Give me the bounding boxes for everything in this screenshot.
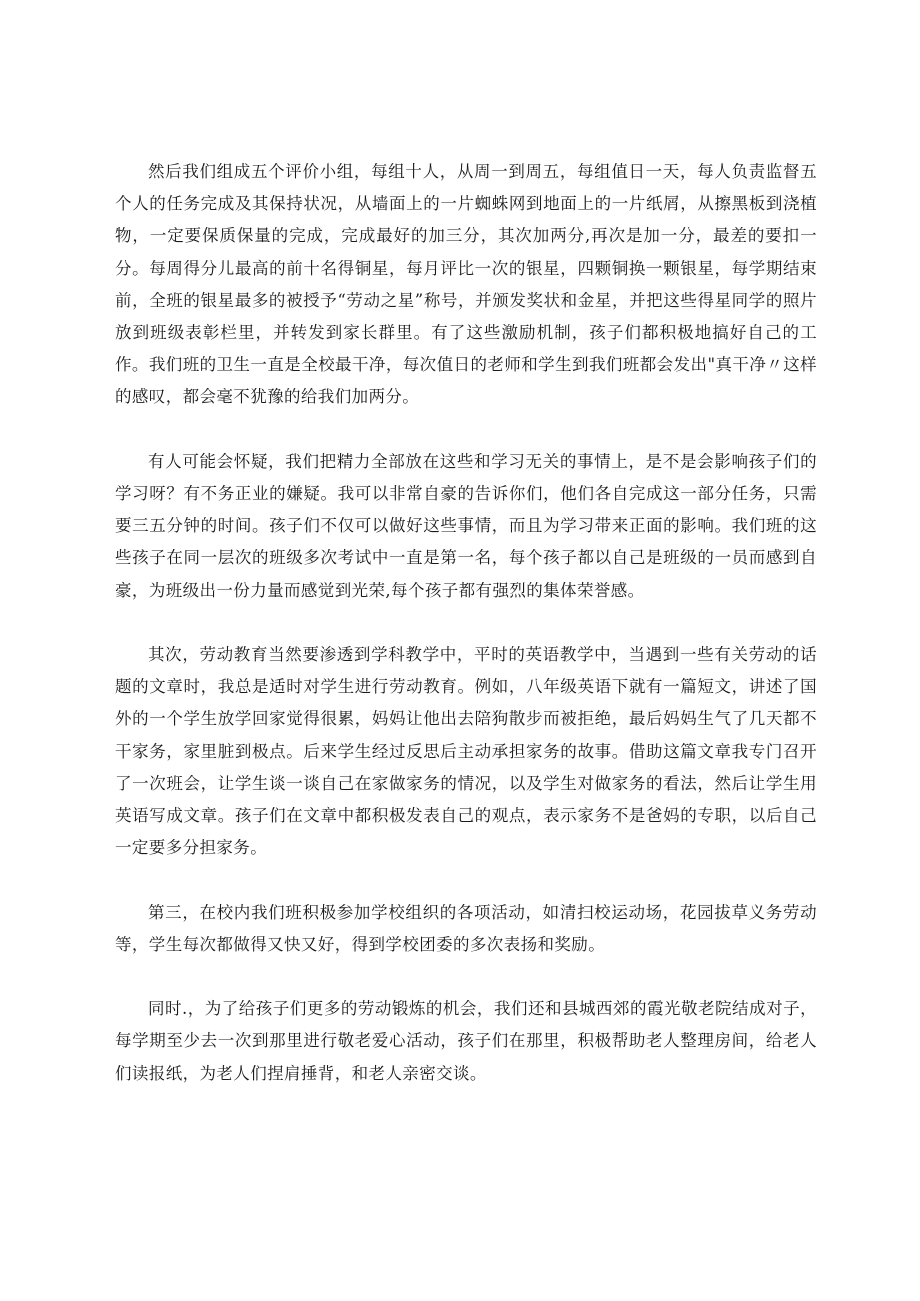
paragraph-study-concern: 有人可能会怀疑，我们把精力全部放在这些和学习无关的事情上，是不是会影响孩子们的学习呀？有不务正业的嫌疑。我可以非常自豪的告诉你们，他们各自完成这一部分任务，只需要三五分钟的时间。孩子们不仅可以做好这些事情，而且为学习带来正面的影响。我们班的这些孩子在同一层次的班级多次考试中一直是第一名，每个孩子都以自己是班级的一员而感到自豪，为班级出一份力量而感觉到光荣,每个孩子都有强烈的集体荣誉感。 bbox=[115, 451, 817, 600]
document-body bbox=[115, 156, 817, 1090]
paragraph-school-activities: 第三，在校内我们班积极参加学校组织的各项活动，如清扫校运动场，花园拔草义务劳动等，学生每次都做得又快又好，得到学校团委的多次表扬和奖励。 bbox=[115, 902, 817, 954]
paragraph-english-teaching: 其次，劳动教育当然要渗透到学科教学中，平时的英语教学中，当遇到一些有关劳动的话题的文章时，我总是适时对学生进行劳动教育。例如，八年级英语下就有一篇短文，讲述了国外的一个学生放学回家觉得很累，妈妈让他出去陪狗散步而被拒绝，最后妈妈生气了几天都不干家务，家里脏到极点。后来学生经过反思后主动承担家务的故事。借助这篇文章我专门召开了一次班会，让学生谈一谈自己在家做家务的情况，以及学生对做家务的看法，然后让学生用英语写成文章。孩子们在文章中都积极发表自己的观点，表示家务不是爸妈的专职，以后自己一定要多分担家务。 bbox=[115, 645, 817, 858]
paragraph-nursing-home: 同时.，为了给孩子们更多的劳动锻炼的机会，我们还和县城西郊的霞光敬老院结成对子，每学期至少去一次到那里进行敬老爱心活动，孩子们在那里，积极帮助老人整理房间，给老人们读报纸，为老人们捏肩捶背，和老人亲密交谈。 bbox=[115, 999, 817, 1083]
paragraph-evaluation-groups: 然后我们组成五个评价小组，每组十人，从周一到周五，每组值日一天，每人负责监督五个人的任务完成及其保持状况，从墙面上的一片蜘蛛网到地面上的一片纸屑，从擦黑板到浇植物，一定要保质保量的完成，完成最好的加三分，其次加两分,再次是加一分，最差的要扣一分。每周得分儿最高的前十名得铜星，每月评比一次的银星，四颗铜换一颗银星，每学期结束前，全班的银星最多的被授予“劳动之星”称号，并颁发奖状和金星，并把这些得星同学的照片放到班级表彰栏里，并转发到家长群里。有了这些激励机制，孩子们都积极地搞好自己的工作。我们班的卫生一直是全校最干净，每次值日的老师和学生到我们班都会发出"真干净〃这样的感叹，都会毫不犹豫的给我们加两分。 bbox=[115, 162, 817, 407]
